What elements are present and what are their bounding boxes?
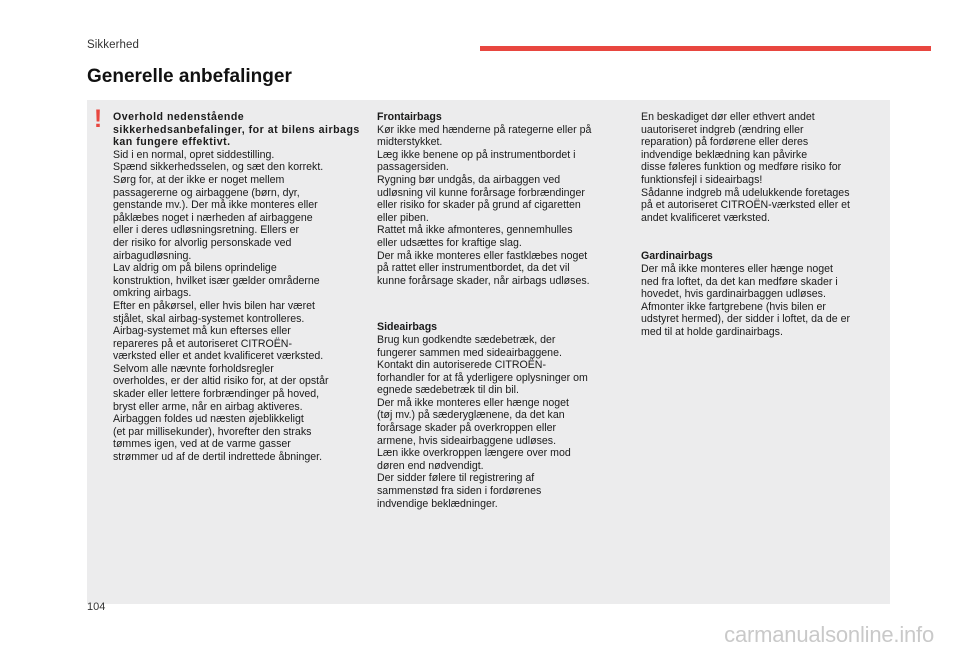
text-line: Afmonter ikke fartgrebene (hvis bilen er (641, 300, 826, 313)
door-curtain-column (641, 111, 886, 339)
page-title: Generelle anbefalinger (87, 66, 292, 87)
text-line: hovedet, hvis gardinairbaggen udløses. (641, 288, 826, 301)
spacer (377, 287, 627, 321)
exclamation-warning-icon: ! (93, 105, 103, 133)
gardinairbags-heading: Gardinairbags (641, 250, 713, 263)
text-line: overholdes, er der altid risiko for, at der opstår (113, 375, 329, 388)
text-line: Lav aldrig om på bilens oprindelige (113, 262, 277, 275)
warning-body (113, 149, 365, 464)
accent-bar (480, 46, 931, 51)
text-line: andet kvalificeret værksted. (641, 211, 770, 224)
text-line: stjålet, skal airbag-systemet kontrolleres. (113, 312, 305, 325)
text-line: udløsning vil kunne forårsage forbrændinger (377, 186, 585, 199)
text-line: indvendige beklædninger. (377, 497, 498, 510)
text-line: eller piben. (377, 211, 429, 224)
text-line: disse føleres funktion og medføre risiko for (641, 161, 842, 174)
text-line: Airbag-systemet må kun efterses eller (113, 325, 291, 338)
text-line: skader eller lettere forbrændinger på hoved, (113, 388, 320, 401)
door-note-body (641, 111, 886, 224)
text-line: påklæbes noget i nærheden af airbaggene (113, 211, 313, 224)
text-line: funktionsfejl i sideairbags! (641, 173, 763, 186)
text-line: Sådanne indgreb må udelukkende foretages (641, 186, 850, 199)
text-line: døren end nødvendigt. (377, 459, 484, 472)
text-line: repareres på et autoriseret CITROËN- (113, 337, 292, 350)
text-line: Rattet må ikke afmonteres, gennemhulles (377, 224, 573, 237)
section-label: Sikkerhed (87, 39, 140, 51)
gardinairbags-body (641, 263, 886, 339)
text-line: midterstykket. (377, 136, 443, 149)
text-line: på et autoriseret CITROËN-værksted eller et (641, 199, 851, 212)
text-line: eller risiko for skader på grund af cigaretten (377, 199, 581, 212)
text-line: eller i deres udløsningsretning. Ellers er (113, 224, 300, 237)
text-line: Brug kun godkendte sædebetræk, der (377, 333, 556, 346)
text-line: passagererne og airbaggene (børn, dyr, (113, 186, 300, 199)
text-line: genstande mv.). Der må ikke monteres eller (113, 199, 318, 212)
text-line: airbagudløsning. (113, 249, 192, 262)
text-line: strømmer ud af de dertil indrettede åbninger. (113, 451, 323, 464)
text-line: omkring airbags. (113, 287, 192, 300)
text-line: forårsage skader på overkroppen eller (377, 422, 557, 435)
frontairbags-body (377, 124, 627, 288)
warning-heading: Overhold nedenstående sikkerhedsanbefalinger, for at bilens airbags kan fungere effektivt. (113, 111, 360, 149)
text-line: egnede sædebetræk til din bil. (377, 384, 519, 397)
text-line: Kør ikke med hænderne på rategerne eller på (377, 123, 592, 136)
text-line: Spænd sikkerhedsselen, og sæt den korrekt. (113, 161, 324, 174)
text-line: tømmes igen, ved at de varme gasser (113, 438, 291, 451)
text-line: Der må ikke monteres eller fastklæbes noget (377, 249, 588, 262)
text-line: eller udsættes for kraftige slag. (377, 236, 522, 249)
sideairbags-body (377, 334, 627, 510)
text-line: uautoriseret indgreb (ændring eller (641, 123, 804, 136)
text-line: Læn ikke overkroppen længere over mod (377, 447, 571, 460)
text-line: (tøj mv.) på sæderyglænene, da det kan (377, 409, 565, 422)
text-line: udstyret hermed), der sidder i loftet, da de er (641, 313, 851, 326)
text-line: ned fra loftet, da det kan medføre skader i (641, 275, 838, 288)
text-line: En beskadiget dør eller ethvert andet (641, 111, 815, 123)
text-line: passagersiden. (377, 161, 449, 174)
watermark-link[interactable]: carmanualsonline.info (724, 622, 934, 647)
text-line: Sid i en normal, opret siddestilling. (113, 148, 275, 161)
page-number: 104 (87, 601, 106, 613)
text-line: Efter en påkørsel, eller hvis bilen har været (113, 299, 315, 312)
text-line: med til at holde gardinairbags. (641, 325, 783, 338)
text-line: der risiko for alvorlig personskade ved (113, 236, 292, 249)
text-line: bryst eller arme, når en airbag aktiveres. (113, 400, 303, 413)
text-line: Selvom alle nævnte forholdsregler (113, 362, 274, 375)
text-line: (et par millisekunder), hvorefter den straks (113, 425, 312, 438)
text-line: reparation) på fordørene eller deres (641, 136, 809, 149)
text-line: Rygning bør undgås, da airbaggen ved (377, 173, 561, 186)
text-line: Læg ikke benene op på instrumentbordet i (377, 148, 576, 161)
text-line: Kontakt din autoriserede CITROËN- (377, 359, 546, 372)
text-line: Airbaggen foldes ud næsten øjeblikkeligt (113, 413, 304, 426)
text-line: værksted eller et andet kvalificeret værksted. (113, 350, 324, 363)
text-line: Der må ikke monteres eller hænge noget (377, 396, 569, 409)
text-line: på rattet eller instrumentbordet, da det vil (377, 262, 570, 275)
sideairbags-heading: Sideairbags (377, 321, 438, 334)
warning-column (113, 111, 365, 464)
frontairbags-heading: Frontairbags (377, 111, 442, 123)
text-line: konstruktion, hvilket især gælder områderne (113, 274, 320, 287)
text-line: forhandler for at få yderligere oplysninger om (377, 371, 588, 384)
text-line: Sørg for, at der ikke er noget mellem (113, 173, 285, 186)
text-line: Der må ikke monteres eller hænge noget (641, 262, 833, 275)
text-line: kunne forårsage skader, når airbags udløses. (377, 274, 590, 287)
text-line: sammenstød fra siden i fordørenes (377, 485, 542, 498)
text-line: Der sidder følere til registrering af (377, 472, 535, 485)
airbag-column (377, 111, 627, 510)
text-line: armene, hvis sideairbaggene udløses. (377, 434, 557, 447)
spacer (641, 224, 886, 250)
text-line: fungerer sammen med sideairbaggene. (377, 346, 562, 359)
text-line: indvendige beklædning kan påvirke (641, 148, 808, 161)
